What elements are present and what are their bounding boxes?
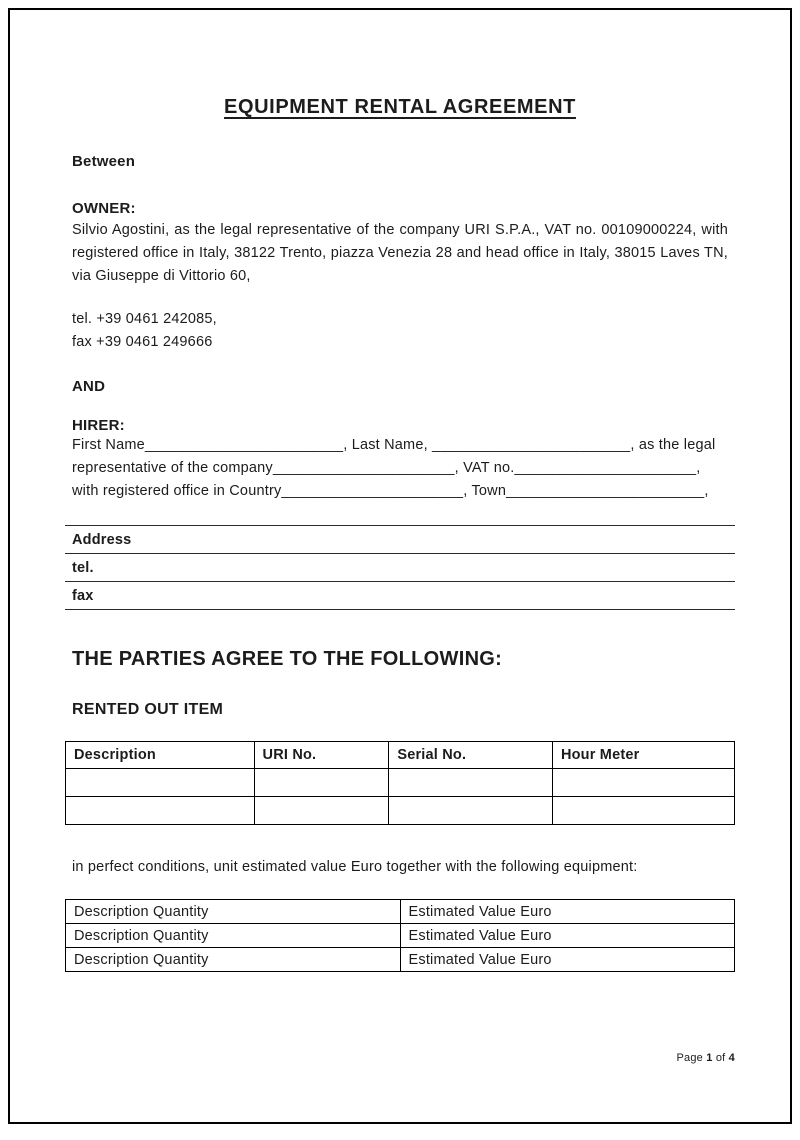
owner-paragraph: Silvio Agostini, as the legal representative of the company URI S.P.A., VAT no. 00109000224, with registered office in Italy, 38122 Trento, piazza Venezia 28 and head office in Italy, 38015 Laves TN, via Giuseppe di Vittorio 60, — [72, 222, 728, 284]
equipment-description-cell: Description Quantity — [66, 900, 401, 924]
equipment-table — [65, 899, 735, 972]
fax-label: fax — [72, 587, 94, 604]
owner-tel: tel. +39 0461 242085, — [72, 311, 217, 327]
item-table-cell — [389, 769, 553, 797]
address-label: Address — [72, 531, 132, 548]
item-table-cell — [552, 769, 734, 797]
contact-row-tel — [65, 554, 735, 582]
tel-label: tel. — [72, 559, 94, 576]
rented-out-item-heading: RENTED OUT ITEM — [72, 701, 224, 718]
hirer-fill-in-block — [72, 434, 728, 503]
equipment-description-cell: Description Quantity — [66, 948, 401, 972]
footer-page-label: Page — [676, 1052, 703, 1064]
item-table-header-description: Description — [66, 742, 255, 769]
item-table-header-row — [66, 742, 735, 769]
footer-total-pages: 4 — [728, 1052, 735, 1064]
item-table-cell — [254, 797, 389, 825]
equipment-value-cell: Estimated Value Euro — [400, 924, 735, 948]
equipment-value-cell: Estimated Value Euro — [400, 948, 735, 972]
footer-of-label: of — [715, 1052, 726, 1064]
rented-item-table — [65, 741, 735, 825]
hirer-contact-table — [65, 525, 735, 610]
agreement-heading: THE PARTIES AGREE TO THE FOLLOWING: — [72, 648, 503, 670]
item-table-header-hour-meter: Hour Meter — [552, 742, 734, 769]
hirer-line-3: with registered office in Country______________________, Town________________________, — [72, 483, 709, 499]
item-table-cell — [66, 797, 255, 825]
contact-row-address — [65, 526, 735, 554]
item-table-header-serial-no: Serial No. — [389, 742, 553, 769]
equipment-row — [66, 924, 735, 948]
hirer-line-2: representative of the company______________________, VAT no.______________________, — [72, 460, 701, 476]
item-table-cell — [254, 769, 389, 797]
owner-heading: OWNER: — [72, 200, 136, 217]
document-page — [8, 8, 792, 1124]
and-label: AND — [72, 378, 106, 395]
document-title: EQUIPMENT RENTAL AGREEMENT — [224, 96, 576, 118]
owner-contact — [72, 308, 728, 354]
item-table-header-uri-no: URI No. — [254, 742, 389, 769]
contact-row-fax — [65, 582, 735, 610]
page-footer — [676, 1052, 735, 1064]
item-table-cell — [66, 769, 255, 797]
hirer-heading: HIRER: — [72, 417, 125, 434]
equipment-row — [66, 900, 735, 924]
footer-page-number: 1 — [706, 1052, 713, 1064]
item-table-row — [66, 769, 735, 797]
hirer-line-1: First Name________________________, Last Name, ________________________, as the legal — [72, 437, 716, 453]
item-table-cell — [389, 797, 553, 825]
document-content — [10, 10, 790, 972]
item-table-cell — [552, 797, 734, 825]
conditions-paragraph: in perfect conditions, unit estimated value Euro together with the following equipment: — [72, 859, 638, 875]
equipment-row — [66, 948, 735, 972]
between-label: Between — [72, 153, 136, 170]
equipment-description-cell: Description Quantity — [66, 924, 401, 948]
owner-fax: fax +39 0461 249666 — [72, 334, 213, 350]
item-table-row — [66, 797, 735, 825]
equipment-value-cell: Estimated Value Euro — [400, 900, 735, 924]
